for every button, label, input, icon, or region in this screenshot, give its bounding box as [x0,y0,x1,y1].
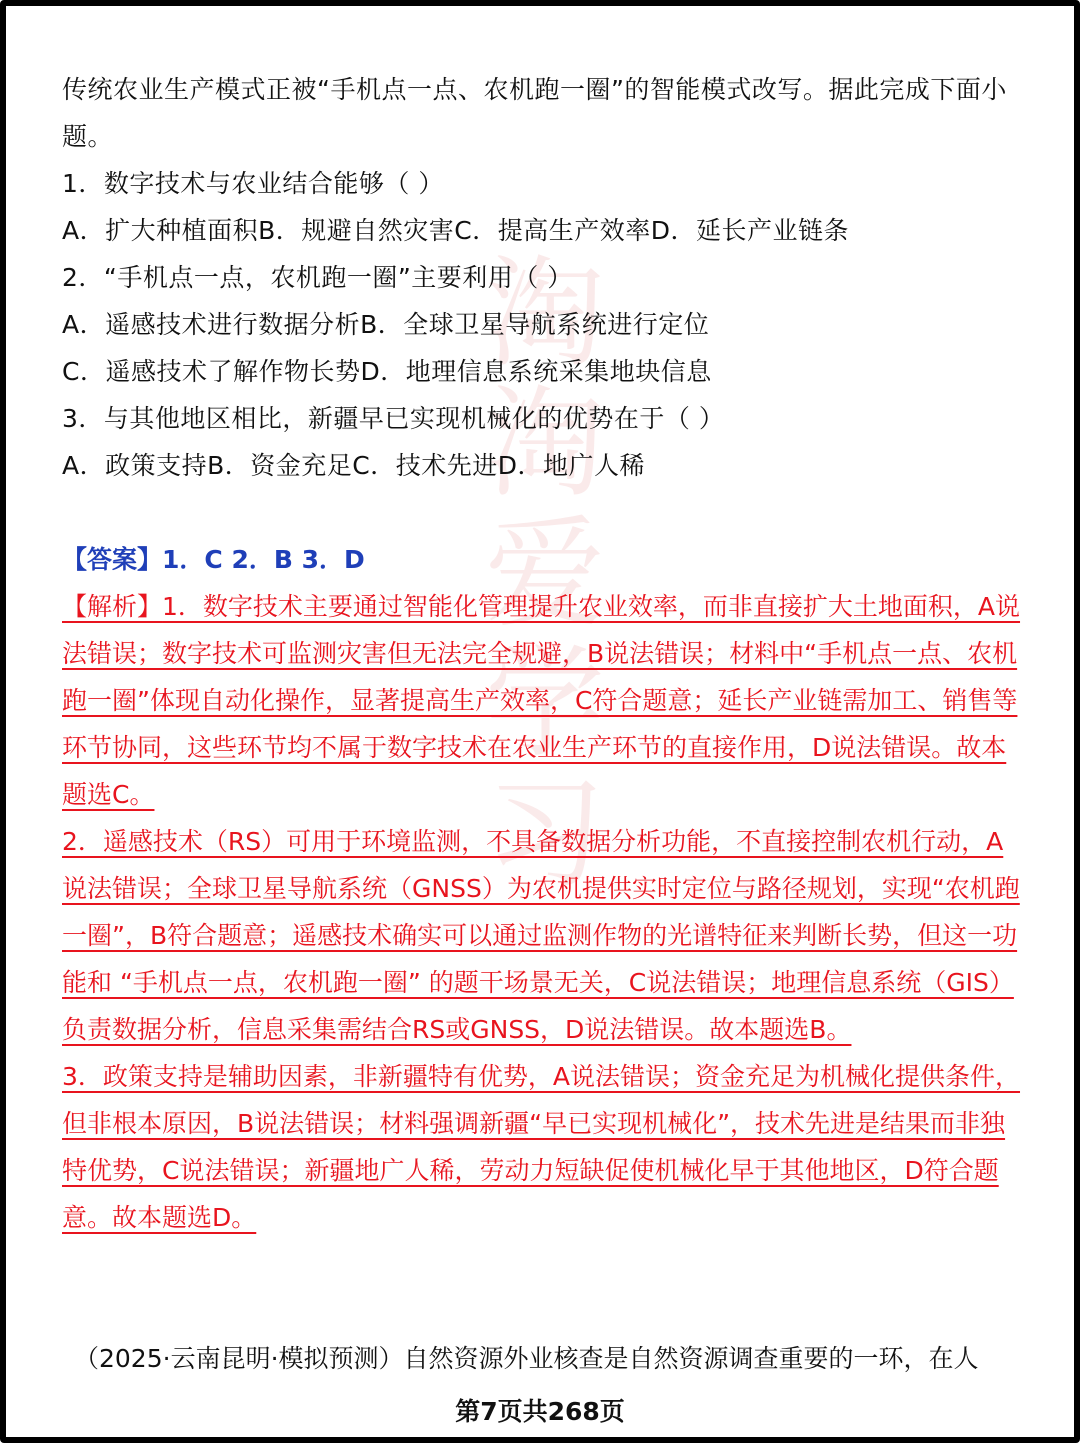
answer-line [62,536,1022,583]
answer-text: 1．C 2．B 3．D [162,545,365,574]
question-2-options-a: A．遥感技术进行数据分析B．全球卫星导航系统进行定位 [62,310,710,339]
analysis-text-2: 2．遥感技术（RS）可用于环境监测，不具备数据分析功能，不直接控制农机行动，A说法错误；全球卫星导航系统（GNSS）为农机提供实时定位与路径规划，实现“农机跑一圈”，B符合题意；遥感技术确实可以通过监测作物的光谱特征来判断长势，但这一功能和 “手机点一点，农机跑一圈” 的题干场景无关，C说法错误；地理信息系统（GIS）负责数据分析，信息采集需结合RS或GNSS，D说法错误。故本题选B。 [62,827,1020,1044]
question-2-options-b: C．遥感技术了解作物长势D．地理信息系统采集地块信息 [62,357,712,386]
watermark: 淘淘爱学习 [485,245,605,904]
question-3-options: A．政策支持B．资金充足C．技术先进D．地广人稀 [62,451,645,480]
analysis-label: 【解析】 [62,592,163,621]
answer-label: 【答案】 [62,545,163,574]
analysis-paragraph-2 [62,818,1022,1053]
next-question-intro: （2025·云南昆明·模拟预测）自然资源外业核查是自然资源调查重要的一环，在人 [74,1344,979,1373]
analysis-paragraph-3 [62,1053,1022,1241]
analysis-paragraph-1 [62,583,1022,818]
question-intro: 传统农业生产模式正被“手机点一点、农机跑一圈”的智能模式改写。据此完成下面小题。 [62,75,1007,151]
analysis-text-1: 1．数字技术主要通过智能化管理提升农业效率，而非直接扩大土地面积，A说法错误；数字技术可监测灾害但无法完全规避，B说法错误；材料中“手机点一点、农机跑一圈”体现自动化操作，显著提高生产效率，C符合题意；延长产业链需加工、销售等环节协同，这些环节均不属于数字技术在农业生产环节的直接作用，D说法错误。故本题选C。 [62,592,1021,809]
analysis-section [62,583,1022,1241]
document-body [62,66,1022,1241]
question-2-stem: 2．“手机点一点，农机跑一圈”主要利用（ ） [62,263,573,292]
question-1-stem: 1．数字技术与农业结合能够（ ） [62,169,444,198]
question-3-stem: 3．与其他地区相比，新疆早已实现机械化的优势在于（ ） [62,404,725,433]
analysis-text-3: 3．政策支持是辅助因素，非新疆特有优势，A说法错误；资金充足为机械化提供条件，但非根本原因，B说法错误；材料强调新疆“早已实现机械化”，技术先进是结果而非独特优势，C说法错误；新疆地广人稀，劳动力短缺促使机械化早于其他地区，D符合题意。故本题选D。 [62,1062,1021,1232]
question-1-options: A．扩大种植面积B．规避自然灾害C．提高生产效率D．延长产业链条 [62,216,849,245]
page-number: 第7页共268页 [455,1397,625,1426]
